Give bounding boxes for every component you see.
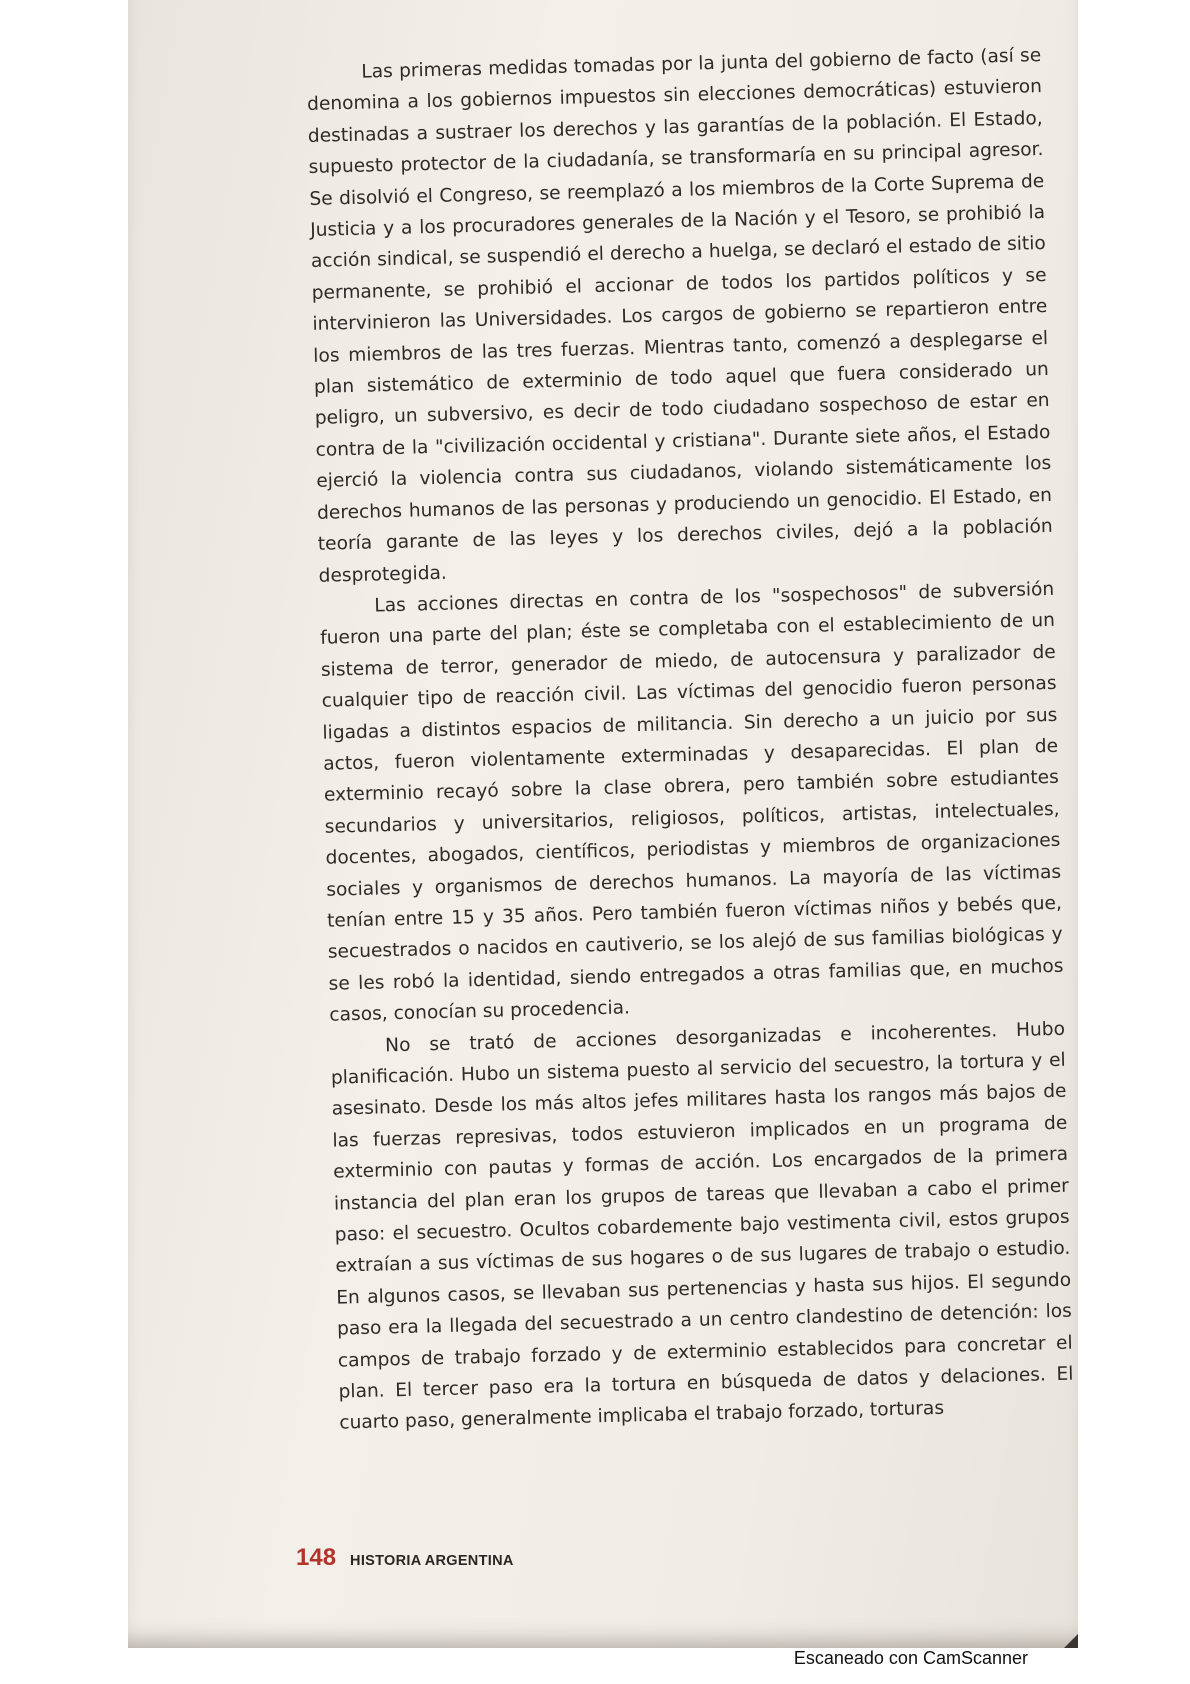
page-footer bbox=[296, 1544, 514, 1572]
camscanner-watermark: Escaneado con CamScanner bbox=[793, 1648, 1028, 1668]
running-title: HISTORIA ARGENTINA bbox=[350, 1553, 514, 1569]
paragraph-3: No se trató de acciones desorganizadas e incoherentes. Hubo planificación. Hubo un sistema puesto al servicio del secuestro, la tortura y el asesinato. Desde los más altos jefes militares hasta los rangos más bajos de las fuerzas represivas, todos estuvieron implicados en un programa de exterminio con pautas y formas de acción. Los encargados de la primera instancia del plan eran los grupos de tareas que llevaban a cabo el primer paso: el secuestro. Ocultos cobardemente bajo vestimenta civil, estos grupos extraían a sus víctimas de sus hogares o de sus lugares de trabajo o estudio. En algunos casos, se llevaban sus pertenencias y hasta sus hijos. El segundo paso era la llegada del secuestrado a un centro clandestino de detención: los campos de trabajo forzado y de exterminio establecidos para concretar el plan. El tercer paso era la tortura en búsqueda de datos y delaciones. El cuarto paso, generalmente implicaba el trabajo forzado, torturas bbox=[330, 1018, 1074, 1435]
page-number: 148 bbox=[296, 1544, 337, 1571]
scanned-page bbox=[128, 0, 1078, 1648]
paragraph-2: Las acciones directas en contra de los "sospechosos" de subversión fueron una parte del plan; éste se completaba con el establecimiento de un sistema de terror, generador de miedo, de autocensura y paralizador de cualquier tipo de reacción civil. Las víctimas del genocidio fueron personas ligadas a distintos espacios de militancia. Sin derecho a un juicio por sus actos, fueron violentamente exterminadas y desaparecidas. El plan de exterminio recayó sobre la clase obrera, pero también sobre estudiantes secundarios y universitarios, religiosos, políticos, artistas, intelectuales, docentes, abogados, científicos, periodistas y miembros de organizaciones sociales y organismos de derechos humanos. La mayoría de las víctimas tenían entre 15 y 35 años. Pero también fueron víctimas niños y bebés que, secuestrados o nacidos en cautiverio, se los alejó de sus familias biológicas y se les robó la identidad, siendo entregados a otras familias que, en muchos casos, conocían su procedencia. bbox=[319, 578, 1064, 1026]
paragraph-1: Las primeras medidas tomadas por la junta del gobierno de facto (así se denomina a los gobiernos impuestos sin elecciones democráticas) estuvieron destinadas a sustraer los derechos y las garantías de la población. El Estado, supuesto protector de la ciudadanía, se transformaría en su principal agresor. Se disolvió el Congreso, se reemplazó a los miembros de la Corte Suprema de Justicia y a los procuradores generales de la Nación y el Tesoro, se prohibió la acción sindical, se suspendió el derecho a huelga, se declaró el estado de sitio permanente, se prohibió el accionar de todos los partidos políticos y se intervinieron las Universidades. Los cargos de gobierno se repartieron entre los miembros de las tres fuerzas. Mientras tanto, comenzó a desplegarse el plan sistemático de exterminio de todo aquel que fuera considerado un peligro, un subversivo, es decir de todo ciudadano sospechoso de estar en contra de la "civilización occidental y cristiana". Durante siete años, el Estado ejerció la violencia contra sus ciudadanos, violando sistemáticamente los derechos humanos de las personas y produciendo un genocidio. El Estado, en teoría garante de las leyes y los derechos civiles, dejó a la población desprotegida. bbox=[306, 45, 1053, 587]
body-text bbox=[306, 40, 1075, 1439]
